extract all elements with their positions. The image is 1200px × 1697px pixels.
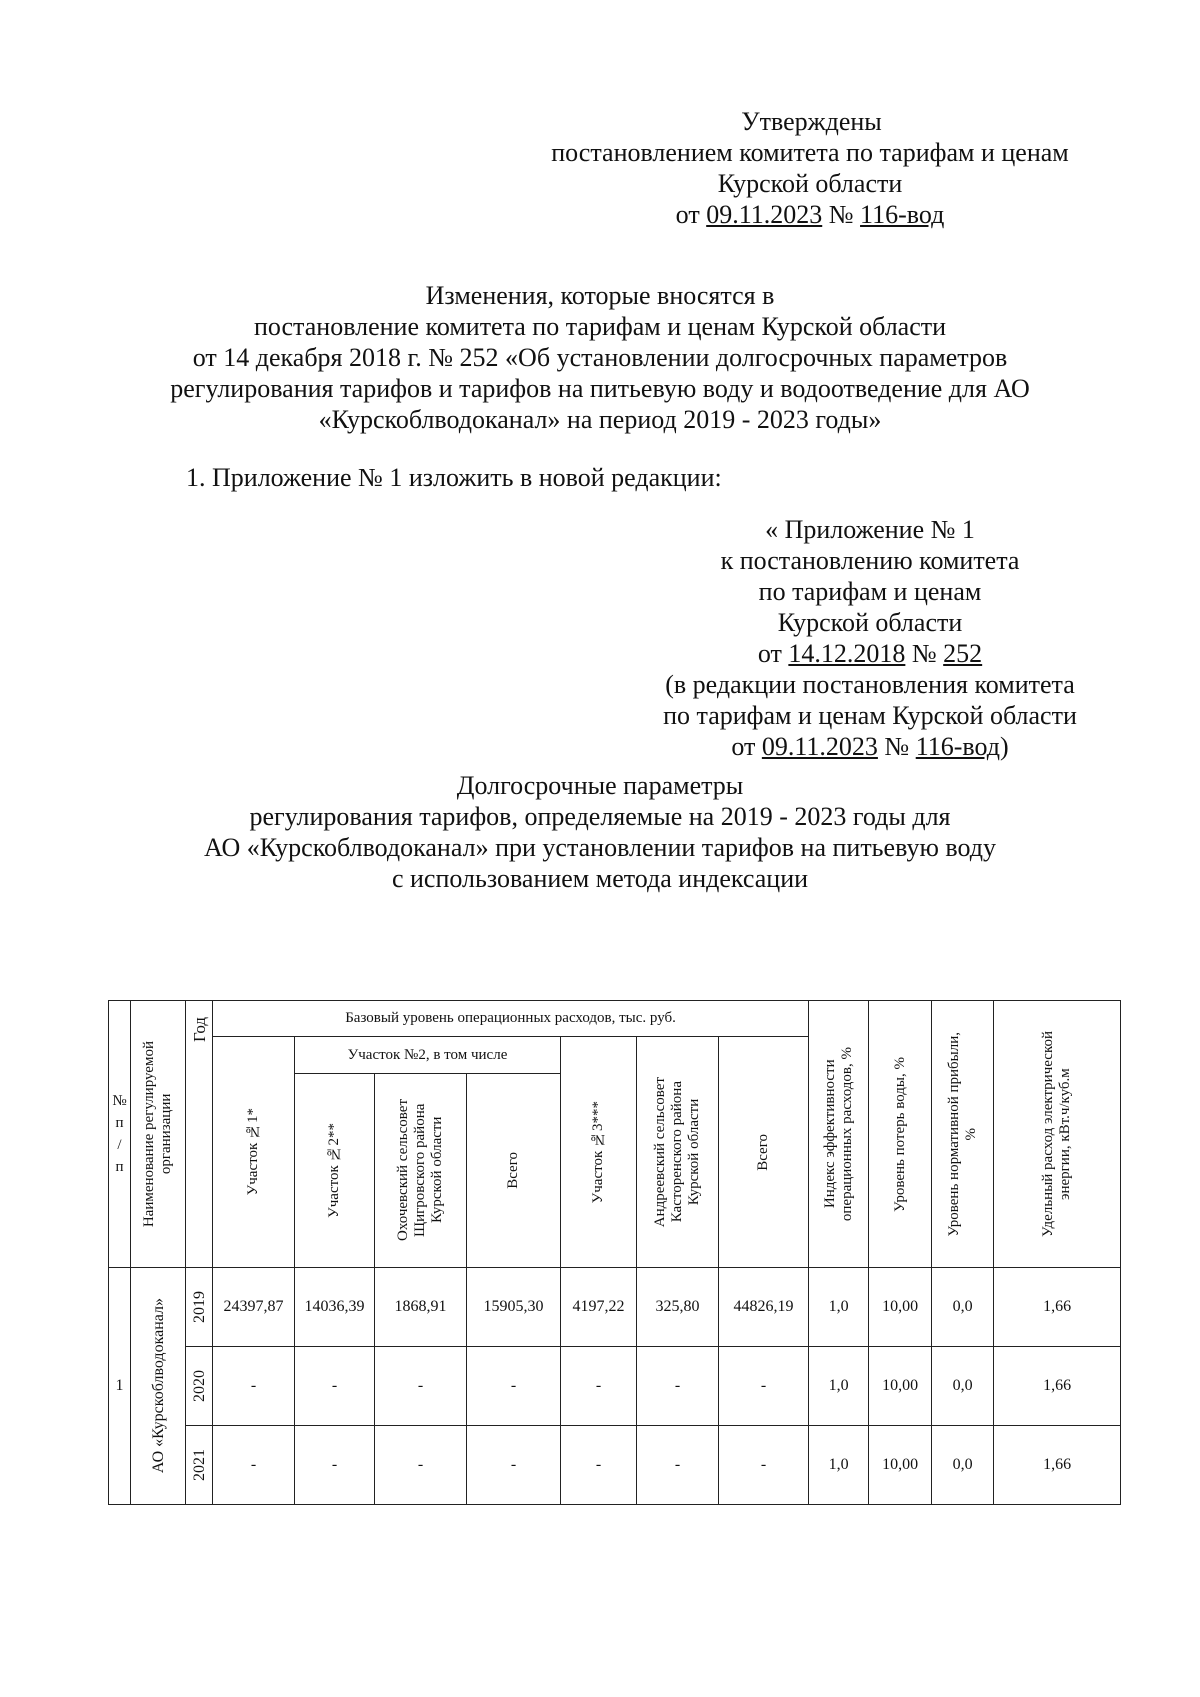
cell-energy: 1,66	[994, 1426, 1121, 1505]
cell-okhochevsky: -	[375, 1426, 467, 1505]
header-site-2: Участок №2**	[295, 1074, 375, 1268]
appendix-date-2: 09.11.2023	[761, 732, 878, 761]
header-total: Всего	[719, 1037, 809, 1268]
year-cell: 2021	[186, 1426, 213, 1505]
cell-total: -	[719, 1347, 809, 1426]
approval-date: 09.11.2023	[706, 200, 823, 229]
header-energy: Удельный расход электрической энергии, кВт.ч/куб.м	[994, 1001, 1121, 1268]
params-title-line-4: с использованием метода индексации	[391, 864, 809, 893]
changes-title-line-3: от 14 декабря 2018 г. № 252 «Об установлении долгосрочных параметров	[192, 343, 1008, 372]
year-cell: 2019	[186, 1268, 213, 1347]
approval-number: 116-вод	[860, 200, 945, 229]
params-title	[100, 770, 1100, 894]
cell-total: 44826,19	[719, 1268, 809, 1347]
cell-site-1: -	[213, 1347, 295, 1426]
approval-block	[530, 106, 1090, 230]
appendix-line-1: « Приложение № 1	[765, 515, 975, 544]
cell-energy: 1,66	[994, 1268, 1121, 1347]
table-row	[109, 1426, 1121, 1505]
cell-okhochevsky: -	[375, 1347, 467, 1426]
cell-total: -	[719, 1426, 809, 1505]
table-row	[109, 1347, 1121, 1426]
params-title-line-3: АО «Курскоблводоканал» при установлении тарифов на питьевую воду	[204, 833, 996, 862]
cell-site-1: -	[213, 1426, 295, 1505]
cell-water-loss: 10,00	[869, 1268, 932, 1347]
appendix-number: 252	[943, 639, 983, 668]
params-title-line-1: Долгосрочные параметры	[456, 771, 744, 800]
appendix-line-6: (в редакции постановления комитета	[665, 670, 1075, 699]
header-okhochevsky: Охочевский сельсовет Щигровского района Курской области	[375, 1074, 467, 1268]
table-row	[109, 1268, 1121, 1347]
appendix-line-5: от 14.12.2018 № 252	[757, 639, 983, 668]
approval-line-2: постановлением комитета по тарифам и ценам	[551, 138, 1069, 167]
header-total-site-2: Всего	[467, 1074, 561, 1268]
year-cell: 2020	[186, 1347, 213, 1426]
appendix-line-7: по тарифам и ценам Курской области	[663, 701, 1077, 730]
header-efficiency: Индекс эффективности операционных расходов, %	[809, 1001, 869, 1268]
cell-total-site-2: -	[467, 1426, 561, 1505]
cell-site-3: -	[561, 1347, 637, 1426]
header-profit: Уровень нормативной прибыли, %	[932, 1001, 994, 1268]
cell-site-3: 4197,22	[561, 1268, 637, 1347]
params-table	[108, 1000, 1121, 1505]
row-number: 1	[109, 1268, 131, 1505]
cell-site-2: -	[295, 1426, 375, 1505]
cell-site-1: 24397,87	[213, 1268, 295, 1347]
header-andreevsky: Андреевский сельсовет Касторенского района Курской области	[637, 1037, 719, 1268]
changes-title-line-2: постановление комитета по тарифам и ценам Курской области	[253, 312, 947, 341]
org-name-cell: АО «Курскоблводоканал»	[131, 1268, 186, 1505]
cell-okhochevsky: 1868,91	[375, 1268, 467, 1347]
cell-profit: 0,0	[932, 1347, 994, 1426]
header-number: № п / п	[109, 1001, 131, 1268]
appendix-line-3: по тарифам и ценам	[758, 577, 982, 606]
cell-water-loss: 10,00	[869, 1426, 932, 1505]
appendix-line-4: Курской области	[777, 608, 963, 637]
cell-efficiency: 1,0	[809, 1426, 869, 1505]
approval-line-4: от 09.11.2023 № 116-вод	[675, 200, 945, 229]
cell-andreevsky: -	[637, 1426, 719, 1505]
cell-site-3: -	[561, 1426, 637, 1505]
cell-andreevsky: -	[637, 1347, 719, 1426]
approval-line-3: Курской области	[717, 169, 903, 198]
header-year: Год	[186, 1001, 213, 1268]
appendix-date: 14.12.2018	[788, 639, 906, 668]
header-org-name: Наименование регулируемой организации	[131, 1001, 186, 1268]
cell-efficiency: 1,0	[809, 1347, 869, 1426]
cell-site-2: 14036,39	[295, 1268, 375, 1347]
changes-title-line-5: «Курскоблводоканал» на период 2019 - 2023 годы»	[318, 405, 882, 434]
cell-profit: 0,0	[932, 1268, 994, 1347]
cell-energy: 1,66	[994, 1347, 1121, 1426]
cell-efficiency: 1,0	[809, 1268, 869, 1347]
cell-total-site-2: -	[467, 1347, 561, 1426]
appendix-block	[650, 514, 1090, 762]
point-1: 1. Приложение № 1 изложить в новой редакции:	[186, 463, 722, 492]
cell-site-2: -	[295, 1347, 375, 1426]
header-water-loss: Уровень потерь воды, %	[869, 1001, 932, 1268]
cell-andreevsky: 325,80	[637, 1268, 719, 1347]
header-base-opex: Базовый уровень операционных расходов, тыс. руб.	[213, 1001, 809, 1037]
changes-title	[100, 280, 1100, 435]
header-site-3: Участок №3***	[561, 1037, 637, 1268]
cell-profit: 0,0	[932, 1426, 994, 1505]
approval-line-1: Утверждены	[741, 107, 882, 136]
appendix-line-2: к постановлению комитета	[720, 546, 1020, 575]
changes-title-line-1: Изменения, которые вносятся в	[425, 281, 775, 310]
changes-title-line-4: регулирования тарифов и тарифов на питьевую воду и водоотведение для АО	[170, 374, 1030, 403]
header-site-2-group: Участок №2, в том числе	[295, 1037, 561, 1074]
cell-water-loss: 10,00	[869, 1347, 932, 1426]
params-title-line-2: регулирования тарифов, определяемые на 2019 - 2023 годы для	[249, 802, 951, 831]
appendix-line-8: от 09.11.2023 № 116-вод)	[731, 732, 1009, 761]
header-site-1: Участок №1*	[213, 1037, 295, 1268]
appendix-number-2: 116-вод	[915, 732, 1000, 761]
cell-total-site-2: 15905,30	[467, 1268, 561, 1347]
